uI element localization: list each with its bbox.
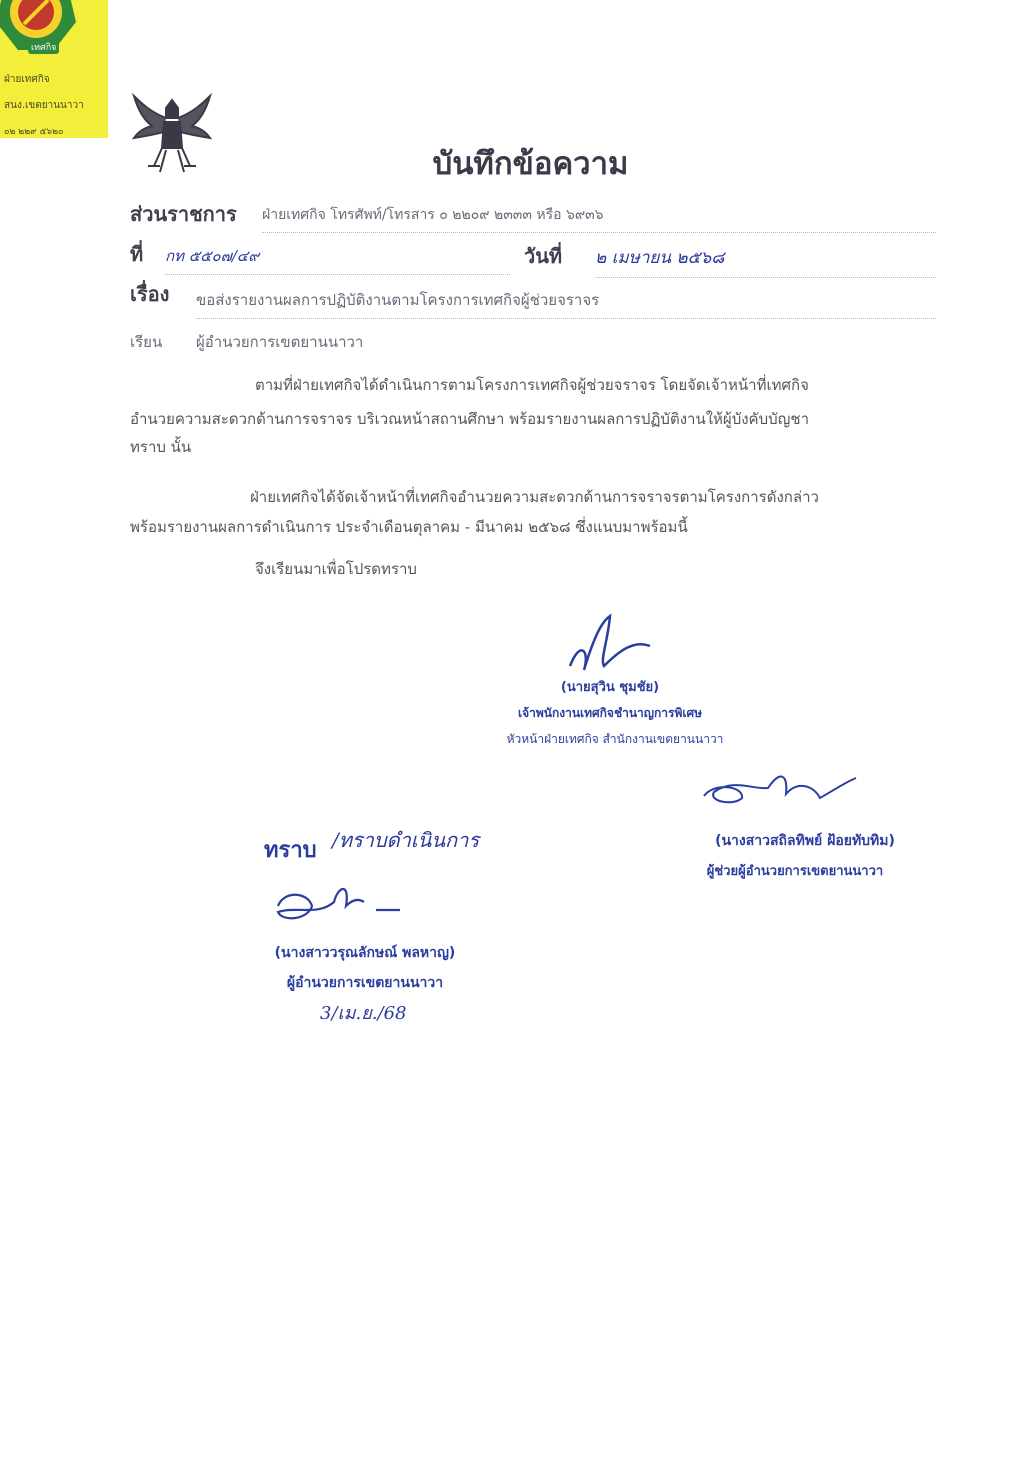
signer-2-position: ผู้ช่วยผู้อำนวยการเขตยานนาวา xyxy=(706,864,884,879)
agency-label: ส่วนราชการ xyxy=(130,202,237,226)
stamp-line-1: ฝ่ายเทศกิจ xyxy=(4,74,50,85)
to-value: ผู้อำนวยการเขตยานนาวา xyxy=(196,333,364,351)
closing-text: จึงเรียนมาเพื่อโปรดทราบ xyxy=(255,560,417,578)
stamp-line-3: ๐๒ ๒๒๙ ๕๖๒๐ xyxy=(4,127,64,137)
subject-label: เรื่อง xyxy=(130,282,170,306)
signature-director-icon xyxy=(268,876,408,930)
stamp-badge: เทศกิจ xyxy=(28,40,59,54)
ref-label: ที่ xyxy=(130,242,144,266)
ack-label: ทราบ xyxy=(264,837,317,863)
director-position: ผู้อำนวยการเขตยานนาวา xyxy=(286,975,444,991)
date-value: ๒ เมษายน ๒๕๖๘ xyxy=(595,244,936,278)
signature-1-icon xyxy=(560,610,660,680)
paragraph-1-line-2: อำนวยความสะดวกด้านการจราจร บริเวณหน้าสถานศึกษา พร้อมรายงานผลการปฏิบัติงานให้ผู้บังคับบัญชา xyxy=(130,410,810,428)
date-label: วันที่ xyxy=(524,244,563,268)
paragraph-2-line-2: พร้อมรายงานผลการดำเนินการ ประจำเดือนตุลาคม - มีนาคม ๒๕๖๘ ซึ่งแนบมาพร้อมนี้ xyxy=(130,518,688,536)
stamp-line-2: สนง.เขตยานนาวา xyxy=(4,100,84,111)
paragraph-1-line-3: ทราบ นั้น xyxy=(130,438,192,456)
memo-title: บันทึกข้อความ xyxy=(432,146,629,182)
signer-2-name: (นางสาวสถิลทิพย์ ฝ้อยทับทิม) xyxy=(715,833,895,849)
signer-1-name: (นายสุวิน ชุมชัย) xyxy=(560,680,660,695)
director-date: 3/เม.ย./68 xyxy=(320,1003,407,1024)
department-stamp xyxy=(0,0,108,138)
director-name: (นางสาววรุณลักษณ์ พลหาญ) xyxy=(274,945,456,961)
paragraph-1-line-1: ตามที่ฝ่ายเทศกิจได้ดำเนินการตามโครงการเทศกิจผู้ช่วยจราจร โดยจัดเจ้าหน้าที่เทศกิจ xyxy=(255,376,809,394)
agency-value: ฝ่ายเทศกิจ โทรศัพท์/โทรสาร ๐ ๒๒๐๙ ๒๓๓๓ หรือ ๖๙๓๖ xyxy=(262,204,936,233)
ack-note: /ทราบดำเนินการ xyxy=(332,828,480,852)
to-label: เรียน xyxy=(130,333,163,351)
signer-1-position-2: หัวหน้าฝ่ายเทศกิจ สำนักงานเขตยานนาวา xyxy=(506,732,724,746)
subject-value: ขอส่งรายงานผลการปฏิบัติงานตามโครงการเทศกิจผู้ช่วยจราจร xyxy=(196,288,936,319)
signature-2-icon xyxy=(694,760,864,820)
signer-1-position-1: เจ้าพนักงานเทศกิจชำนาญการพิเศษ xyxy=(517,706,702,720)
paragraph-2-line-1: ฝ่ายเทศกิจได้จัดเจ้าหน้าที่เทศกิจอำนวยความสะดวกด้านการจราจรตามโครงการดังกล่าว xyxy=(250,488,819,506)
ref-value: กท ๕๕๐๗/๔๙ xyxy=(165,244,510,275)
